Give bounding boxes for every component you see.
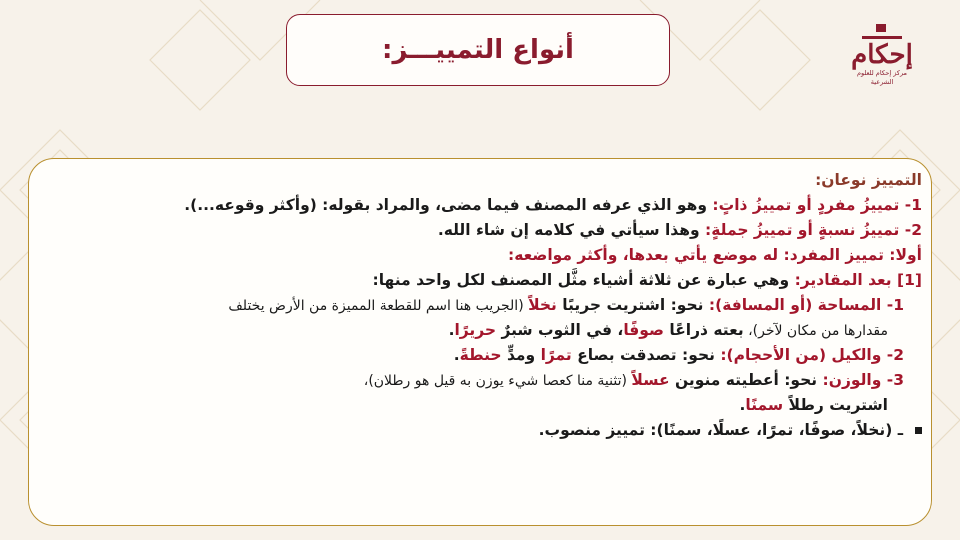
line-8: 2- والكيل (من الأحجام): نحو: تصدقت بصاع تمرًا ومدٍّ حنطةً. <box>453 346 904 364</box>
line-1: التمييز نوعان: <box>815 171 922 189</box>
line-6: 1- المساحة (أو المسافة): نحو: اشتريت جريبًا نخلاً (الجريب هنا اسم للقطعة المميزة من الأرض يختلف <box>228 296 904 314</box>
line-5: [1] بعد المقادير: وهي عبارة عن ثلاثة أشياء مثَّل المصنف لكل واحد منها: <box>372 271 922 289</box>
title-box <box>286 14 670 86</box>
slide-title: أنواع التمييـــز: <box>382 35 574 65</box>
content-text <box>42 168 922 443</box>
bullet-icon <box>915 427 922 434</box>
line-3: 2- تمييزُ نسبةٍ أو تمييزُ جملةٍ: وهذا سيأتي في كلامه إن شاء الله. <box>437 221 922 239</box>
line-9: 3- والوزن: نحو: أعطيته منوين عسلاً (تثنية منا كعصا شيء يوزن به قيل هو رطلان)، <box>363 371 904 389</box>
line-4: أولا: تمييز المفرد: له موضع يأتي بعدها، وأكثر مواضعه: <box>508 246 922 264</box>
logo-subtitle: مركز إحكام للعلوم الشرعية <box>856 69 908 86</box>
logo-name: إحكام <box>851 40 913 70</box>
line-7: مقدارها من مكان لآخر)، بعته ذراعًا صوفًا، في الثوب شبرٌ حريرًا. <box>448 321 888 339</box>
line-11: ـ (نخلاً، صوفًا، تمرًا، عسلًا، سمنًا): تمييز منصوب. <box>42 418 922 443</box>
line-10: اشتريت رطلاً سمنًا. <box>739 396 888 414</box>
logo-roof-icon <box>862 26 902 39</box>
line-2: 1- تمييزُ مفردٍ أو تمييزُ ذاتٍ: وهو الذي عرفه المصنف فيما مضى، والمراد بقوله: (وأكثر وقوعه...). <box>184 196 922 214</box>
logo <box>850 26 914 96</box>
